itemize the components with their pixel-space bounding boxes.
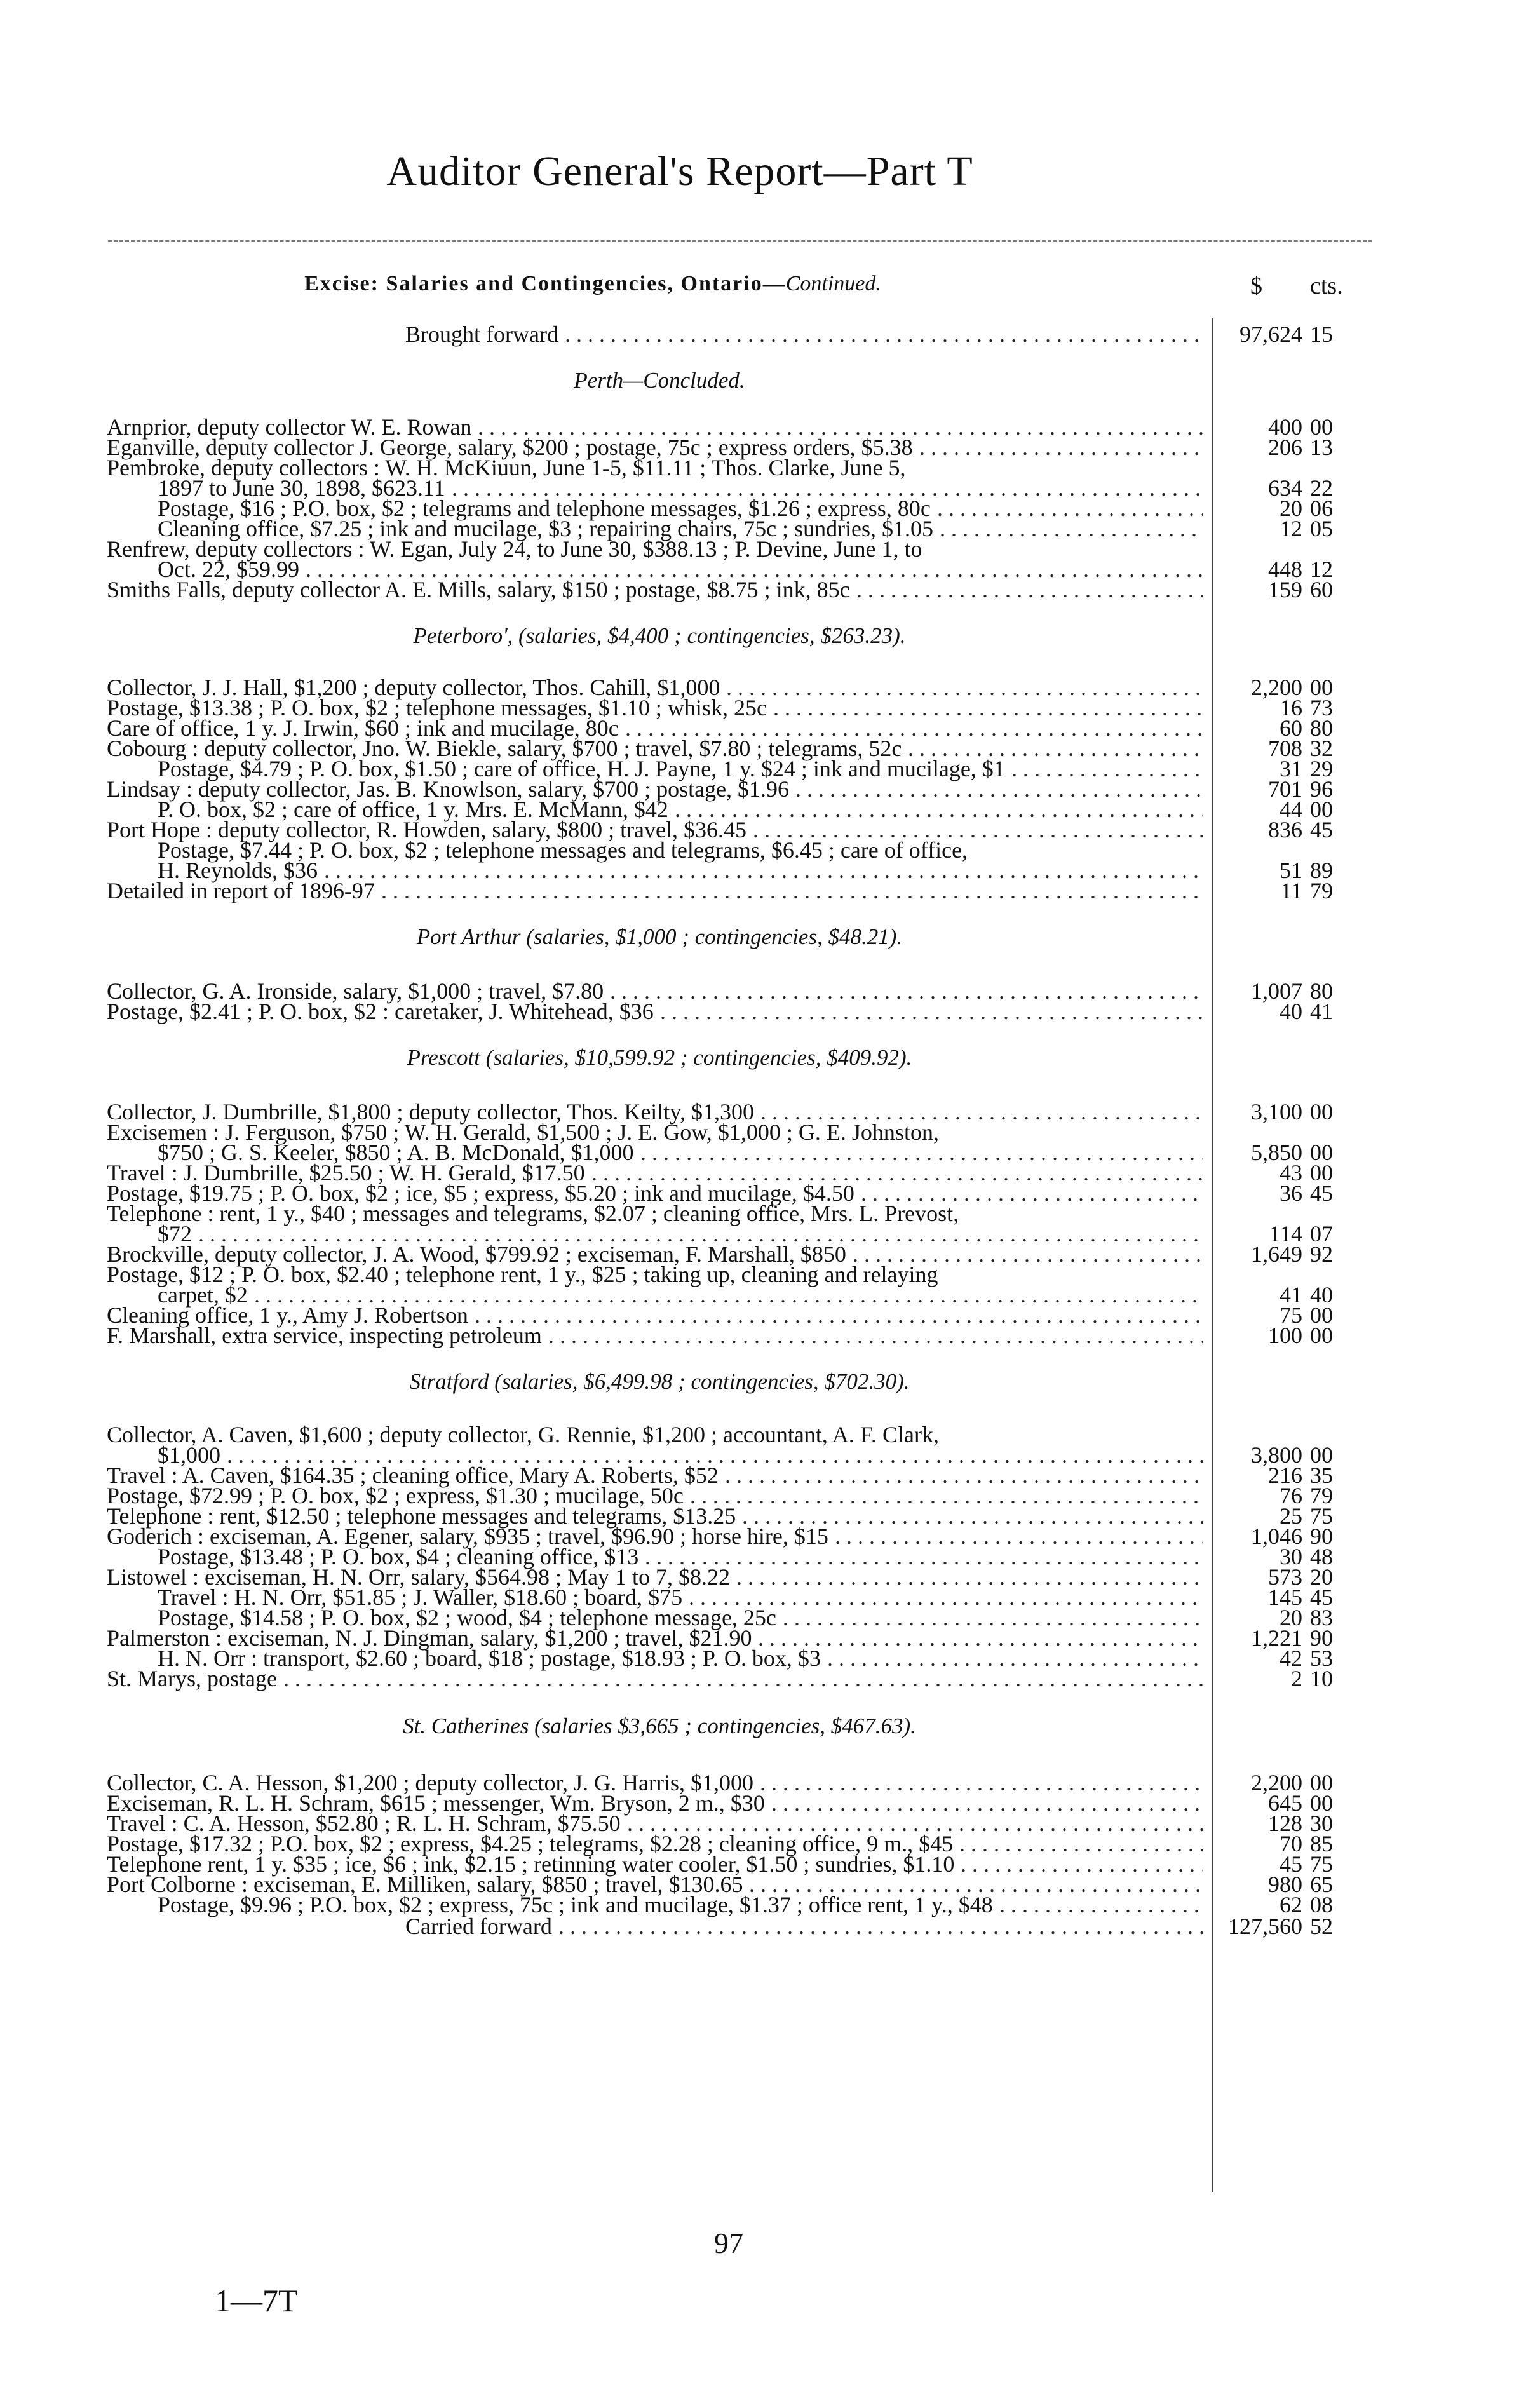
entry-description: Postage, $13.48 ; P. O. box, $4 ; cleaning office, $13: [158, 1544, 639, 1569]
amount-cents: 07: [1310, 1221, 1333, 1247]
amount-dollars: 2: [1291, 1666, 1302, 1691]
amount-cents: 40: [1310, 1282, 1333, 1308]
amount-dollars: 216: [1268, 1463, 1302, 1488]
entry-description: Travel : H. N. Orr, $51.85 ; J. Waller, $18.60 ; board, $75: [158, 1585, 683, 1610]
amount-cents: 00: [1310, 1302, 1333, 1328]
entry-amount: [1226, 1180, 1360, 1206]
amount-dollars: 20: [1280, 1605, 1302, 1630]
dollars-header: $: [1250, 273, 1262, 299]
entry-description: Travel : A. Caven, $164.35 ; cleaning office, Mary A. Roberts, $52: [107, 1463, 719, 1488]
amount-cents: 92: [1310, 1241, 1333, 1267]
amount-cents: 32: [1310, 736, 1333, 761]
entry-description: Postage, $72.99 ; P. O. box, $2 ; express, $1.30 ; mucilage, 50c: [107, 1483, 684, 1508]
entry-description: Listowel : exciseman, H. N. Orr, salary, $564.98 ; May 1 to 7, $8.22: [107, 1564, 731, 1590]
ledger-entry: [107, 878, 1212, 903]
entry-description: Excisemen : J. Ferguson, $750 ; W. H. Gerald, $1,500 ; J. E. Gow, $1,000 ; G. E. Johnston,: [107, 1119, 939, 1145]
entry-description: Lindsay : deputy collector, Jas. B. Knowlson, salary, $700 ; postage, $1.96: [107, 776, 790, 802]
entry-description: Goderich : exciseman, A. Egener, salary, $935 ; travel, $96.90 ; horse hire, $15: [107, 1524, 828, 1549]
dot-leader: [558, 1914, 1203, 1939]
amount-dollars: 1,046: [1251, 1524, 1302, 1549]
dot-leader: [381, 878, 1203, 903]
entry-description: Care of office, 1 y. J. Irwin, $60 ; ink and mucilage, 80c: [107, 715, 619, 741]
amount-cents: 20: [1310, 1564, 1333, 1590]
amount-dollars: 701: [1268, 776, 1302, 802]
amount-cents: 48: [1310, 1544, 1333, 1569]
entry-amount: [1226, 1099, 1360, 1125]
amount-dollars: 42: [1280, 1646, 1302, 1671]
amount-cents: 96: [1310, 776, 1333, 802]
amount-cents: 85: [1310, 1831, 1333, 1856]
entry-description: Travel : J. Dumbrille, $25.50 ; W. H. Gerald, $17.50: [107, 1160, 585, 1186]
entry-description: Port Colborne : exciseman, E. Milliken, salary, $850 ; travel, $130.65: [107, 1872, 743, 1897]
amount-cents: 80: [1310, 715, 1333, 741]
amount-cents: 79: [1310, 878, 1333, 903]
entry-description: Palmerston : exciseman, N. J. Dingman, salary, $1,200 ; travel, $21.90: [107, 1625, 752, 1651]
amount-cents: 53: [1310, 1646, 1333, 1671]
section-heading: Stratford (salaries, $6,499.98 ; contingencies, $702.30).: [409, 1369, 910, 1394]
entry-description: Exciseman, R. L. H. Schram, $615 ; messenger, Wm. Bryson, 2 m., $30: [107, 1790, 765, 1816]
amount-dollars: 645: [1268, 1790, 1302, 1816]
section-heading: Perth—Concluded.: [574, 368, 745, 393]
amount-dollars: 20: [1280, 496, 1302, 521]
amount-dollars: 836: [1268, 817, 1302, 842]
amount-cents: 06: [1310, 496, 1333, 521]
entry-description: Arnprior, deputy collector W. E. Rowan: [107, 414, 472, 440]
amount-dollars: 127,560: [1228, 1914, 1302, 1939]
amount-dollars: 3,100: [1251, 1099, 1302, 1125]
entry-description: Cleaning office, $7.25 ; ink and mucilage, $3 ; repairing chairs, 75c ; sundries, $1.05: [158, 516, 934, 541]
amount-cents: 00: [1310, 1770, 1333, 1795]
entry-description: Postage, $9.96 ; P.O. box, $2 ; express, 75c ; ink and mucilage, $1.37 ; office rent, 1 y., $48: [158, 1892, 993, 1917]
entry-description: Postage, $16 ; P.O. box, $2 ; telegrams and telephone messages, $1.26 ; express, 80c: [158, 496, 931, 521]
entry-amount: [1226, 999, 1360, 1024]
entry-amount: [1226, 1914, 1360, 1939]
entry-description: Telephone : rent, 1 y., $40 ; messages and telegrams, $2.07 ; cleaning office, Mrs. L. Prevost,: [107, 1201, 959, 1226]
amount-dollars: 634: [1268, 475, 1302, 501]
amount-dollars: 100: [1268, 1323, 1302, 1348]
dot-leader: [548, 1323, 1203, 1348]
ledger-entry: [107, 999, 1212, 1024]
amount-dollars: 573: [1268, 1564, 1302, 1590]
entry-description: Smiths Falls, deputy collector A. E. Mills, salary, $150 ; postage, $8.75 ; ink, 85c: [107, 577, 850, 602]
amount-cents: 22: [1310, 475, 1333, 501]
amount-dollars: 114: [1269, 1221, 1302, 1247]
section-header: [107, 272, 1079, 296]
amount-dollars: 51: [1280, 858, 1302, 883]
entry-description: 1897 to June 30, 1898, $623.11: [158, 475, 445, 501]
amount-dollars: 70: [1280, 1831, 1302, 1856]
entry-description: Postage, $2.41 ; P. O. box, $2 : caretaker, J. Whitehead, $36: [107, 999, 654, 1024]
entry-description: Collector, G. A. Ironside, salary, $1,000 ; travel, $7.80: [107, 978, 604, 1004]
amount-dollars: 448: [1268, 557, 1302, 582]
amount-dollars: 3,800: [1251, 1442, 1302, 1468]
amount-cents: 12: [1310, 557, 1333, 582]
entry-description: Telephone rent, 1 y. $35 ; ice, $6 ; ink, $2.15 ; retinning water cooler, $1.50 ; sundries, $1.10: [107, 1851, 955, 1877]
amount-dollars: 159: [1268, 577, 1302, 602]
section-header-bold: Excise: Salaries and Contingencies, Ontario—: [304, 272, 786, 295]
entry-description: Detailed in report of 1896-97: [107, 878, 375, 903]
ledger-entry: [107, 577, 1212, 602]
amount-dollars: 76: [1280, 1483, 1302, 1508]
amount-cents: 75: [1310, 1851, 1333, 1877]
header-rule: [108, 240, 1372, 242]
dot-leader: [565, 321, 1203, 347]
entry-description: Postage, $12 ; P. O. box, $2.40 ; telephone rent, 1 y., $25 ; taking up, cleaning and relaying: [107, 1262, 938, 1287]
entry-description: Collector, J. J. Hall, $1,200 ; deputy collector, Thos. Cahill, $1,000: [107, 675, 720, 700]
entry-amount: [1226, 878, 1360, 903]
entry-description: $72: [158, 1221, 192, 1247]
amount-dollars: 708: [1268, 736, 1302, 761]
amount-cents: 08: [1310, 1892, 1333, 1917]
amount-cents: 89: [1310, 858, 1333, 883]
amount-cents: 79: [1310, 1483, 1333, 1508]
amount-dollars: 145: [1268, 1585, 1302, 1610]
amount-dollars: 40: [1280, 999, 1302, 1024]
page-title: Auditor General's Report—Part T: [386, 148, 973, 194]
ledger-entry: [107, 1666, 1212, 1691]
entry-amount: [1226, 435, 1360, 460]
amount-cents: 52: [1310, 1914, 1333, 1939]
entry-description: H. Reynolds, $36: [158, 858, 318, 883]
amount-cents: 00: [1310, 675, 1333, 700]
amount-cents: 29: [1310, 756, 1333, 781]
amount-cents: 35: [1310, 1463, 1333, 1488]
amount-dollars: 97,624: [1239, 321, 1302, 347]
entry-description: Oct. 22, $59.99: [158, 557, 299, 582]
amount-dollars: 5,850: [1251, 1140, 1302, 1165]
entry-description: Travel : C. A. Hesson, $52.80 ; R. L. H. Schram, $75.50: [107, 1811, 621, 1836]
amount-dollars: 62: [1280, 1892, 1302, 1917]
amount-cents: 10: [1310, 1666, 1333, 1691]
amount-cents: 45: [1310, 1585, 1333, 1610]
signature-mark: 1—7T: [215, 2283, 298, 2318]
section-heading: Peterboro', (salaries, $4,400 ; contingencies, $263.23).: [413, 623, 906, 648]
amount-dollars: 25: [1280, 1503, 1302, 1529]
entry-amount: [1226, 577, 1360, 602]
amount-dollars: 980: [1268, 1872, 1302, 1897]
amount-dollars: 11: [1280, 878, 1302, 903]
amount-cents: 00: [1310, 414, 1333, 440]
entry-description: Postage, $4.79 ; P. O. box, $1.50 ; care of office, H. J. Payne, 1 y. $24 ; ink and mucilage, $1: [158, 756, 1005, 781]
amount-cents: 73: [1310, 695, 1333, 720]
entry-description: St. Marys, postage: [107, 1666, 277, 1691]
page-number: 97: [714, 2227, 743, 2259]
amount-dollars: 43: [1280, 1160, 1302, 1186]
amount-dollars: 1,649: [1251, 1241, 1302, 1267]
amount-cents: 65: [1310, 1872, 1333, 1897]
entry-amount: [1226, 1323, 1360, 1348]
dot-leader: [283, 1666, 1203, 1691]
amount-cents: 41: [1310, 999, 1333, 1024]
amount-dollars: 400: [1268, 414, 1302, 440]
entry-amount: [1226, 321, 1360, 347]
amount-dollars: 2,200: [1251, 675, 1302, 700]
amount-dollars: 30: [1280, 1544, 1302, 1569]
entry-description: Pembroke, deputy collectors : W. H. McKiuun, June 1-5, $11.11 ; Thos. Clarke, June 5,: [107, 455, 906, 480]
section-heading: Prescott (salaries, $10,599.92 ; contingencies, $409.92).: [407, 1045, 912, 1070]
entry-amount: [1226, 817, 1360, 842]
amount-cents: 00: [1310, 1099, 1333, 1125]
amount-dollars: 60: [1280, 715, 1302, 741]
entry-description: carpet, $2: [158, 1282, 248, 1308]
amount-dollars: 1,221: [1251, 1625, 1302, 1651]
entry-description: Collector, A. Caven, $1,600 ; deputy collector, G. Rennie, $1,200 ; accountant, A. F. Clark,: [107, 1422, 939, 1447]
entry-description: Postage, $17.32 ; P.O. box, $2 ; express, $4.25 ; telegrams, $2.28 ; cleaning office, 9 m., $45: [107, 1831, 954, 1856]
section-heading: St. Catherines (salaries $3,665 ; contingencies, $467.63).: [403, 1713, 916, 1738]
dot-leader: [856, 577, 1203, 602]
entry-description: Eganville, deputy collector J. George, salary, $200 ; postage, 75c ; express orders, $5.38: [107, 435, 913, 460]
entry-amount: [1226, 516, 1360, 541]
amount-dollars: 44: [1280, 797, 1302, 822]
entry-description: Cleaning office, 1 y., Amy J. Robertson: [107, 1302, 468, 1328]
entry-description: Postage, $14.58 ; P. O. box, $2 ; wood, $4 ; telephone message, 25c: [158, 1605, 776, 1630]
amount-cents: 00: [1310, 1160, 1333, 1186]
ledger-entry: [107, 321, 1212, 347]
entry-description: $1,000: [158, 1442, 220, 1468]
amount-cents: 00: [1310, 797, 1333, 822]
entry-description: Brockville, deputy collector, J. A. Wood, $799.92 ; exciseman, F. Marshall, $850: [107, 1241, 846, 1267]
amount-dollars: 45: [1280, 1851, 1302, 1877]
amount-dollars: 75: [1280, 1302, 1302, 1328]
cents-header: cts.: [1310, 273, 1343, 299]
entry-amount: [1226, 1241, 1360, 1267]
entry-description: H. N. Orr : transport, $2.60 ; board, $18 ; postage, $18.93 ; P. O. box, $3: [158, 1646, 821, 1671]
amount-cents: 00: [1310, 1442, 1333, 1468]
ledger-entry: [107, 1914, 1212, 1939]
amount-cents: 90: [1310, 1625, 1333, 1651]
entry-description: Port Hope : deputy collector, R. Howden, salary, $800 ; travel, $36.45: [107, 817, 747, 842]
entry-description: Brought forward: [405, 321, 558, 347]
amount-dollars: 36: [1280, 1180, 1302, 1206]
entry-description: P. O. box, $2 ; care of office, 1 y. Mrs. E. McMann, $42: [158, 797, 668, 822]
entry-description: Telephone : rent, $12.50 ; telephone messages and telegrams, $13.25: [107, 1503, 736, 1529]
amount-cents: 90: [1310, 1524, 1333, 1549]
entry-amount: [1226, 1666, 1360, 1691]
amount-cents: 83: [1310, 1605, 1333, 1630]
amount-dollars: 128: [1268, 1811, 1302, 1836]
entry-description: Renfrew, deputy collectors : W. Egan, July 24, to June 30, $388.13 ; P. Devine, June 1, to: [107, 536, 922, 562]
entry-description: Carried forward: [405, 1914, 552, 1939]
entry-description: F. Marshall, extra service, inspecting petroleum: [107, 1323, 542, 1348]
amount-dollars: 1,007: [1251, 978, 1302, 1004]
amount-cents: 00: [1310, 1140, 1333, 1165]
amount-dollars: 41: [1280, 1282, 1302, 1308]
ledger-entry: [107, 1323, 1212, 1348]
entry-description: Collector, C. A. Hesson, $1,200 ; deputy collector, J. G. Harris, $1,000: [107, 1770, 753, 1795]
amount-column-separator: [1212, 318, 1213, 2192]
amount-dollars: 31: [1280, 756, 1302, 781]
entry-description: Postage, $19.75 ; P. O. box, $2 ; ice, $5 ; express, $5.20 ; ink and mucilage, $4.50: [107, 1180, 854, 1206]
entry-description: Cobourg : deputy collector, Jno. W. Biekle, salary, $700 ; travel, $7.80 ; telegrams, 52c: [107, 736, 902, 761]
amount-cents: 75: [1310, 1503, 1333, 1529]
amount-dollars: 2,200: [1251, 1770, 1302, 1795]
amount-dollars: 12: [1280, 516, 1302, 541]
amount-cents: 05: [1310, 516, 1333, 541]
dot-leader: [660, 999, 1203, 1024]
entry-description: $750 ; G. S. Keeler, $850 ; A. B. McDonald, $1,000: [158, 1140, 634, 1165]
section-heading: Port Arthur (salaries, $1,000 ; contingencies, $48.21).: [416, 924, 903, 949]
amount-cents: 15: [1310, 321, 1333, 347]
entry-description: Postage, $13.38 ; P. O. box, $2 ; telephone messages, $1.10 ; whisk, 25c: [107, 695, 767, 720]
amount-cents: 80: [1310, 978, 1333, 1004]
amount-cents: 00: [1310, 1790, 1333, 1816]
entry-description: Postage, $7.44 ; P. O. box, $2 ; telephone messages and telegrams, $6.45 ; care of office,: [158, 837, 968, 863]
amount-cents: 45: [1310, 1180, 1333, 1206]
amount-cents: 45: [1310, 817, 1333, 842]
amount-dollars: 16: [1280, 695, 1302, 720]
entry-description: Collector, J. Dumbrille, $1,800 ; deputy collector, Thos. Keilty, $1,300: [107, 1099, 754, 1125]
amount-cents: 13: [1310, 435, 1333, 460]
amount-cents: 00: [1310, 1323, 1333, 1348]
amount-cents: 30: [1310, 1811, 1333, 1836]
section-header-continued: Continued.: [785, 272, 881, 295]
amount-dollars: 206: [1268, 435, 1302, 460]
amount-cents: 60: [1310, 577, 1333, 602]
